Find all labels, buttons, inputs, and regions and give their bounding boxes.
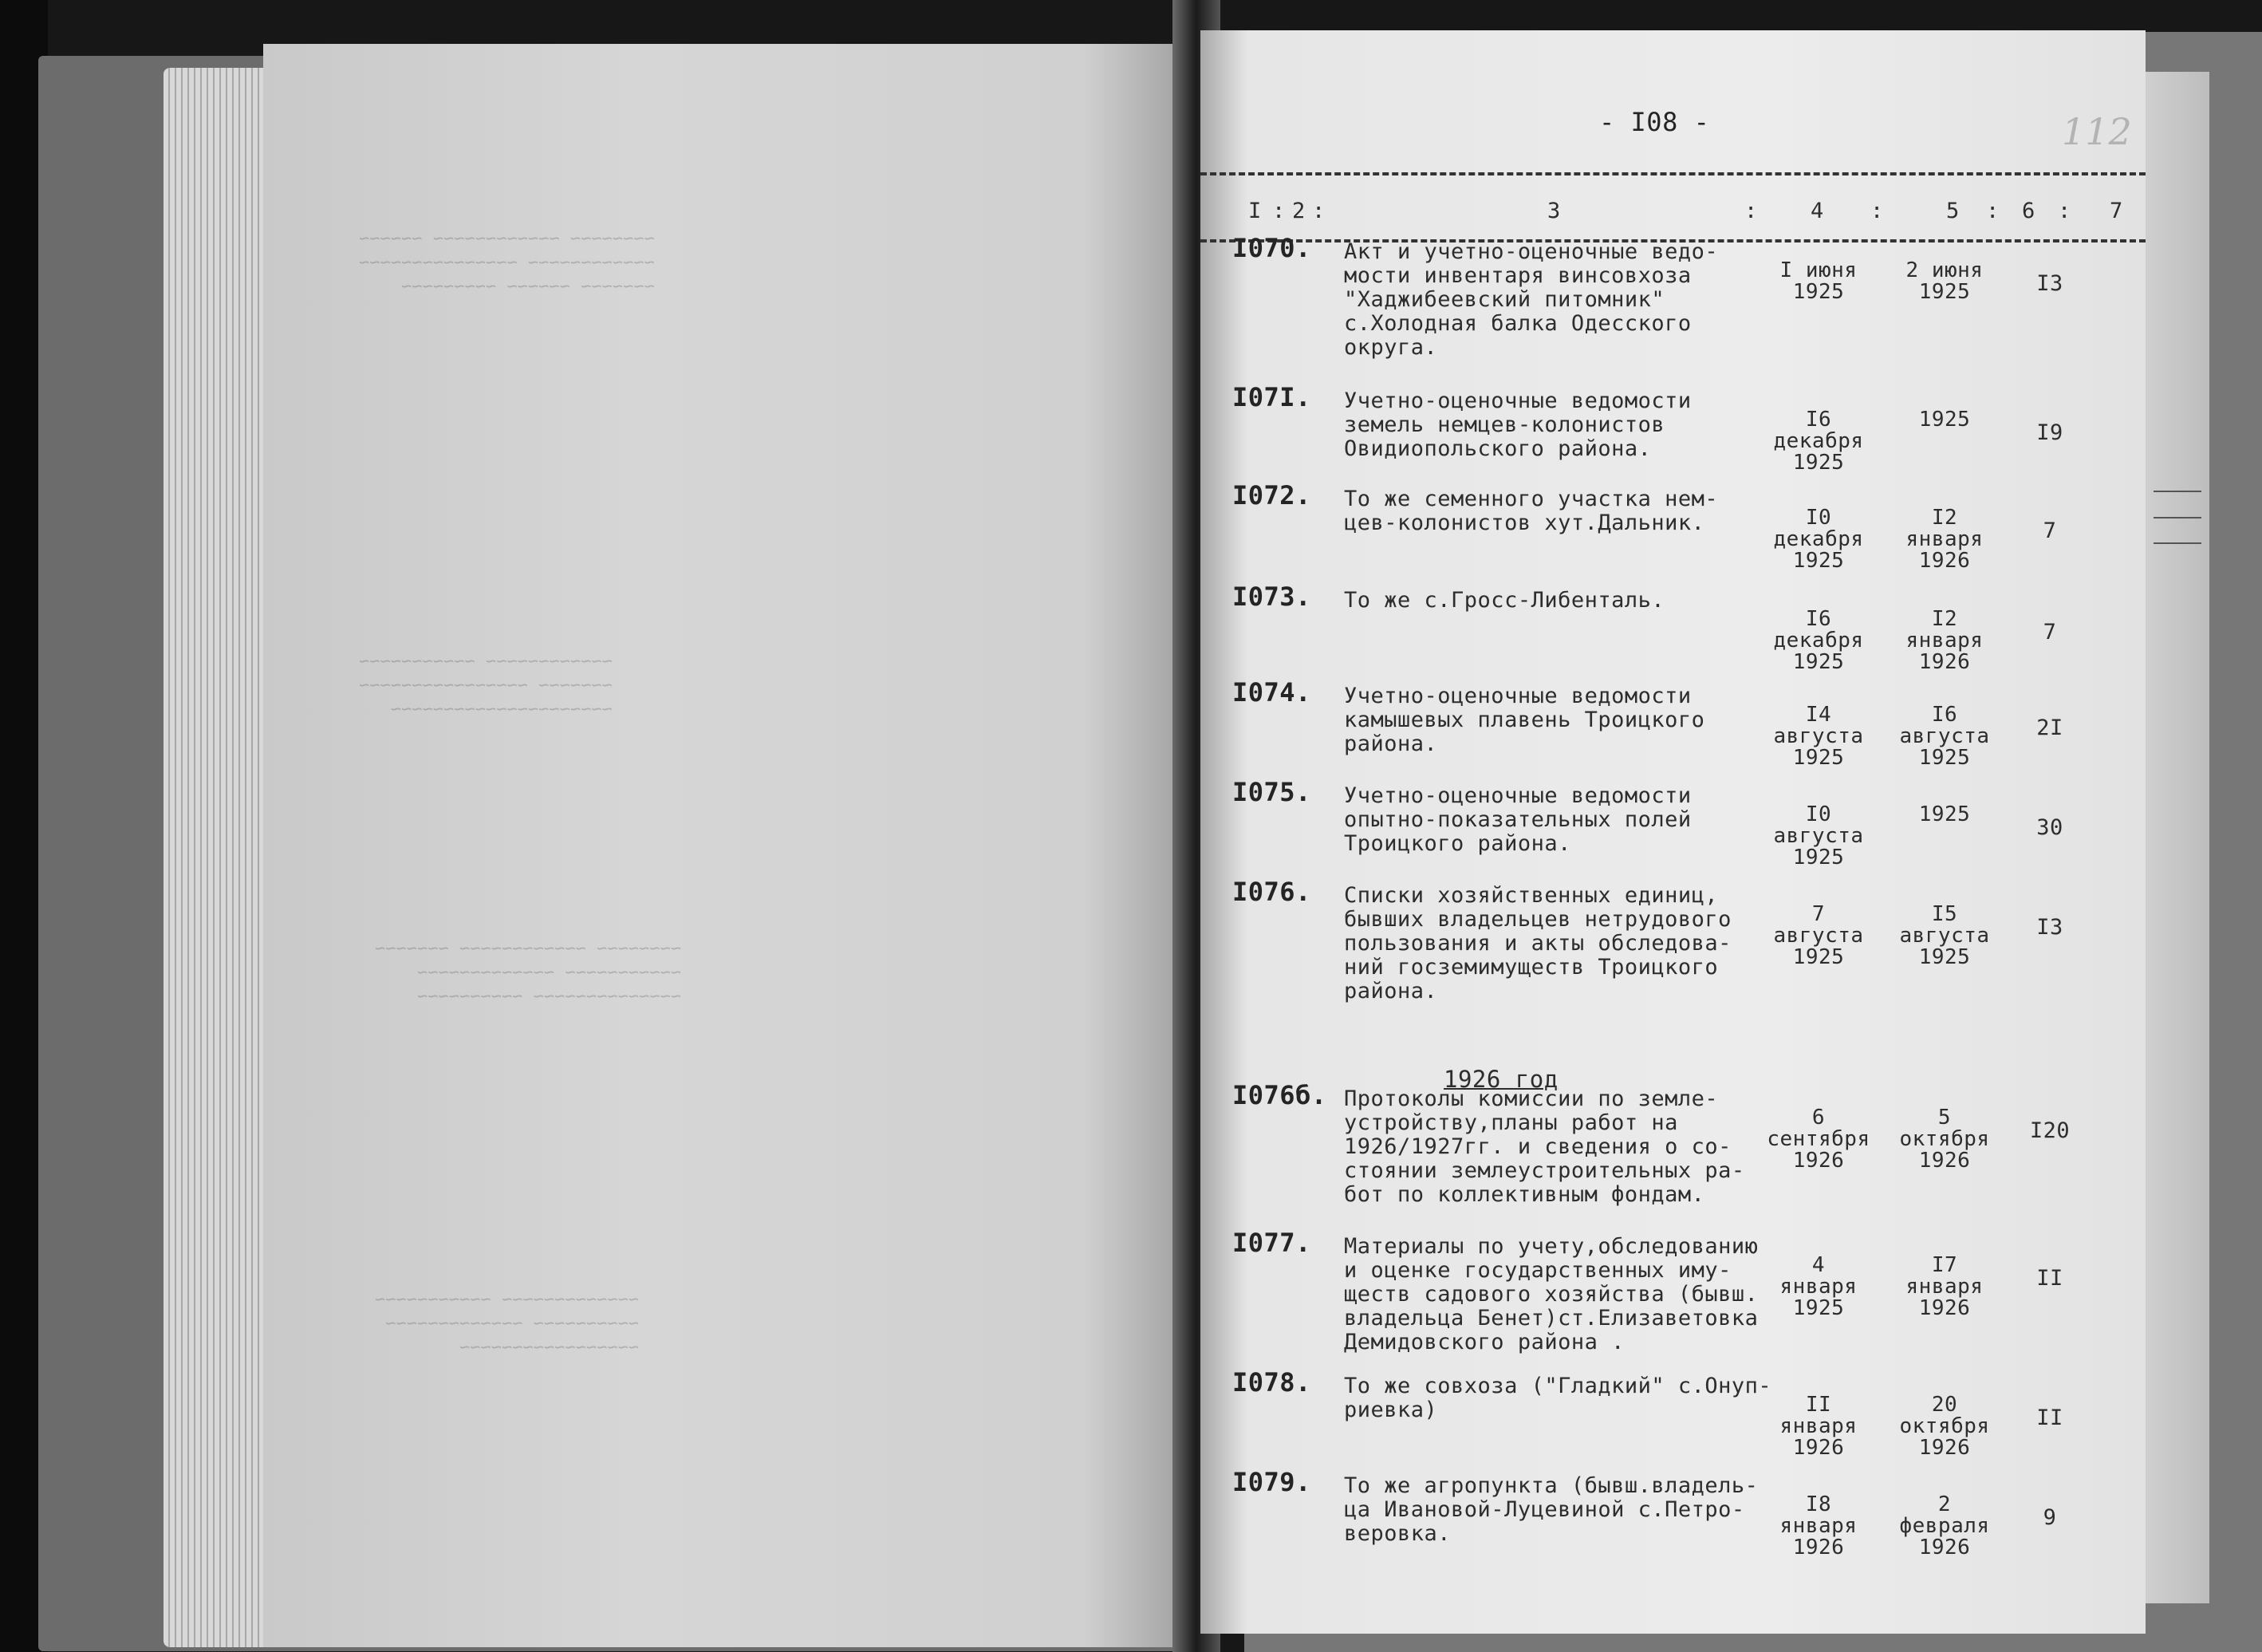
entry-number: I072. — [1232, 480, 1311, 511]
entry-start-date: 7 августа 1925 — [1773, 902, 1864, 969]
margin-mark — [2154, 491, 2201, 492]
entry-end-date: I6 августа 1925 — [1899, 703, 1990, 770]
entry-start-date: II января 1926 — [1779, 1393, 1858, 1460]
entry-end-date: 1925 — [1918, 802, 1971, 826]
entry-sheet-count: 7 — [2043, 518, 2057, 543]
entry-title: Учетно-оценочные ведомости опытно-показательных полей Троицкого района. — [1344, 783, 1692, 856]
entry-end-date: 20 октября 1926 — [1899, 1393, 1990, 1460]
entry-end-date: I5 августа 1925 — [1899, 902, 1990, 969]
bleed-through-text: ~~~~~~~~~~~~~ ~~~~~~~~~~~ ~~~~~~~~~~ ~~~~~~~~~~~~~ ~~~~~~~~~~~~~~~~~ — [375, 1290, 640, 1358]
left-page-blank — [263, 44, 1196, 1647]
column-separator: : — [1312, 199, 1326, 223]
entry-start-date: I0 августа 1925 — [1773, 802, 1864, 869]
page-stack-edges-right — [2146, 72, 2209, 1603]
entry-title: Учетно-оценочные ведомости земель немцев-колонистов Овидиопольского района. — [1344, 388, 1692, 461]
entry-sheet-count: II — [2036, 1266, 2063, 1291]
column-1-header: I — [1248, 199, 1262, 223]
margin-mark — [2154, 542, 2201, 544]
entry-sheet-count: 9 — [2043, 1505, 2057, 1530]
entry-end-date: 5 октября 1926 — [1899, 1106, 1990, 1173]
entry-end-date: I2 января 1926 — [1905, 506, 1984, 573]
entry-title: Учетно-оценочные ведомости камышевых плавень Троицкого района. — [1344, 684, 1705, 756]
entry-end-date: I7 января 1926 — [1905, 1253, 1984, 1320]
column-separator: : — [1870, 199, 1884, 223]
entry-number: I079. — [1232, 1467, 1311, 1497]
column-3-header: 3 — [1547, 199, 1561, 223]
entry-end-date: I2 января 1926 — [1905, 607, 1984, 674]
entry-title: То же агропункта (бывш.владель- ца Ивановой-Луцевиной с.Петро- веровка. — [1344, 1473, 1759, 1546]
header-rule-top — [1200, 172, 2146, 175]
entry-sheet-count: 30 — [2036, 815, 2063, 840]
entry-end-date: 2 февраля 1926 — [1899, 1492, 1990, 1559]
bleed-through-text: ~~~~~~~~~~~~ ~~~~~~~~~~~ ~~~~~~~ ~~~~~~~~~~~~~~~~ ~~~~~~~~~~~~~~~~~~~~~ — [359, 652, 613, 720]
column-5-header: 5 — [1946, 199, 1960, 223]
entry-number: I073. — [1232, 582, 1311, 612]
entry-sheet-count: I20 — [2029, 1118, 2071, 1143]
entry-number: I077. — [1232, 1228, 1311, 1258]
entry-title: Материалы по учету,обследованию и оценке государственных иму- ществ садового хозяйства (бывш. владельца Бенет)ст.Елизаветовка Демидовского района . — [1344, 1234, 1759, 1354]
entry-number: I078. — [1232, 1367, 1311, 1398]
bleed-through-text: ~~~~~~~~ ~~~~~~~~~~~~ ~~~~~~ ~~~~~~~~~~~~ ~~~~~~~~~~~~~~~ ~~~~~~~ ~~~~~~ ~~~~~~~~~ — [359, 229, 655, 297]
entry-start-date: 6 сентября 1926 — [1767, 1106, 1870, 1173]
entry-sheet-count: 7 — [2043, 620, 2057, 645]
entry-number: I075. — [1232, 777, 1311, 807]
entry-title: Списки хозяйственных единиц, бывших владельцев нетрудового пользования и акты обследова- ний госземимуществ Троицкого района. — [1344, 883, 1732, 1003]
entry-number: I076б. — [1232, 1080, 1327, 1110]
column-2-header: 2 — [1292, 199, 1306, 223]
column-separator: : — [1272, 199, 1286, 223]
archive-sheet-number: 112 — [2062, 110, 2132, 153]
entry-sheet-count: II — [2036, 1406, 2063, 1430]
entry-end-date: 2 июня 1925 — [1905, 258, 1984, 304]
entry-start-date: I8 января 1926 — [1779, 1492, 1858, 1559]
entry-title: То же семенного участка нем- цев-колонистов хут.Дальник. — [1344, 487, 1719, 535]
entry-title: То же с.Гросс-Либенталь. — [1344, 588, 1665, 613]
page-header: - I08 - — [1599, 107, 1710, 137]
entry-start-date: I4 августа 1925 — [1773, 703, 1864, 770]
year-heading: 1926 год — [1444, 1066, 1559, 1093]
entry-start-date: I июня 1925 — [1779, 258, 1858, 304]
column-separator: : — [1986, 199, 2000, 223]
entry-start-date: I6 декабря 1925 — [1773, 408, 1864, 475]
entry-sheet-count: I3 — [2036, 915, 2063, 940]
entry-number: I07I. — [1232, 382, 1311, 412]
entry-number: I076. — [1232, 877, 1311, 907]
entry-sheet-count: I9 — [2036, 420, 2063, 445]
entry-number: I074. — [1232, 677, 1311, 708]
inventory-page — [1200, 30, 2146, 1634]
bleed-through-text: ~~~~~~~~ ~~~~~~~~~~~~ ~~~~~~~ ~~~~~~~~~~~ ~~~~~~~~~~~~~ ~~~~~~~~~~~~~~ ~~~~~~~~~~ — [375, 939, 682, 1007]
column-7-header: 7 — [2110, 199, 2123, 223]
entry-title: Протоколы комиссии по земле- устройству,планы работ на 1926/1927гг. и сведения о со- стоянии землеустроительных ра- бот по коллективным фондам. — [1344, 1086, 1745, 1207]
entry-start-date: I0 декабря 1925 — [1773, 506, 1864, 573]
entry-title: Акт и учетно-оценочные ведо- мости инвентаря винсовхоза "Хаджибеевский питомник" с.Холодная балка Одесского округа. — [1344, 239, 1719, 360]
margin-mark — [2154, 517, 2201, 518]
entry-start-date: 4 января 1925 — [1779, 1253, 1858, 1320]
column-separator: : — [2058, 199, 2071, 223]
entry-start-date: I6 декабря 1925 — [1773, 607, 1864, 674]
column-4-header: 4 — [1811, 199, 1824, 223]
entry-sheet-count: 2I — [2036, 716, 2063, 740]
entry-end-date: 1925 — [1918, 408, 1971, 432]
column-separator: : — [1744, 199, 1758, 223]
entry-number: I070. — [1232, 233, 1311, 263]
entry-sheet-count: I3 — [2036, 271, 2063, 296]
column-6-header: 6 — [2022, 199, 2035, 223]
entry-title: То же совхоза ("Гладкий" с.Онуп- риевка) — [1344, 1374, 1772, 1422]
